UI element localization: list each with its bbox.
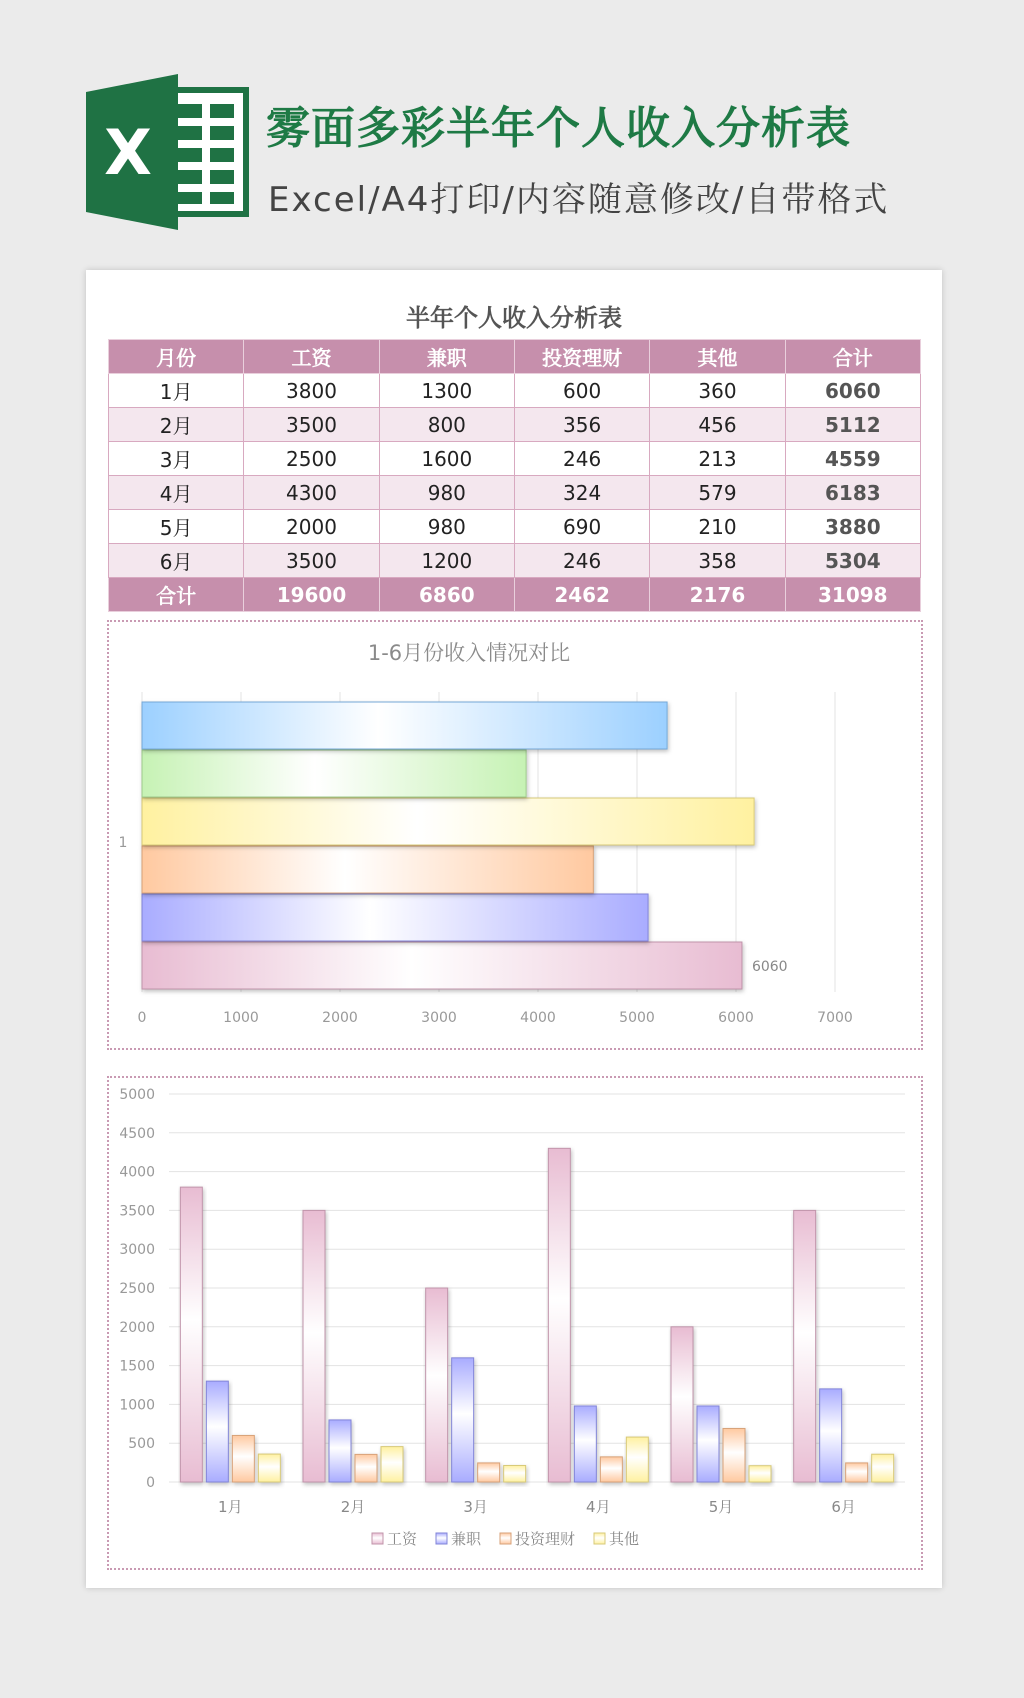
y-tick-label: 3000 [119,1242,155,1259]
x-tick-label: 2月 [340,1498,366,1516]
table-row [109,408,921,442]
column-兼职-6月 [820,1389,842,1482]
column-其他-5月 [749,1466,771,1482]
column-投资理财-5月 [723,1428,745,1482]
logo-letter: X [104,116,152,189]
x-tick-label: 5000 [619,1010,655,1026]
column-chart-svg [109,1078,921,1568]
x-tick-label: 2000 [322,1010,358,1026]
total-cell: 合计 [109,578,244,612]
table-total-row [109,578,921,612]
value-cell: 246 [514,442,649,476]
bar-5月 [142,750,526,797]
legend-label: 其他 [609,1530,640,1548]
value-cell: 3500 [244,408,379,442]
column-工资-4月 [548,1148,570,1482]
total-cell: 31098 [785,578,920,612]
column-header: 投资理财 [514,340,649,374]
legend-label: 工资 [387,1530,418,1548]
month-cell: 1月 [109,374,244,408]
bar-2月 [142,894,648,941]
column-其他-2月 [381,1447,403,1482]
column-兼职-2月 [329,1420,351,1482]
value-cell: 579 [650,476,785,510]
chart-title: 1-6月份收入情况对比 [367,641,571,665]
value-cell: 213 [650,442,785,476]
income-table [108,339,921,612]
value-cell: 358 [650,544,785,578]
value-cell: 2500 [244,442,379,476]
x-tick-label: 0 [137,1010,147,1026]
value-cell: 800 [379,408,514,442]
x-tick-label: 7000 [817,1010,853,1026]
column-工资-1月 [180,1187,202,1482]
month-cell: 2月 [109,408,244,442]
column-其他-3月 [504,1465,526,1482]
value-cell: 2000 [244,510,379,544]
column-兼职-3月 [452,1358,474,1482]
column-工资-2月 [303,1210,325,1482]
y-tick-label: 4000 [119,1164,155,1181]
total-cell: 6860 [379,578,514,612]
table-header-row [109,340,921,374]
x-tick-label: 3000 [421,1010,457,1026]
value-cell: 5304 [785,544,920,578]
value-cell: 356 [514,408,649,442]
x-tick-label: 5月 [708,1498,734,1516]
value-cell: 4559 [785,442,920,476]
column-投资理财-4月 [600,1457,622,1482]
column-header: 月份 [109,340,244,374]
value-cell: 6060 [785,374,920,408]
y-category-label: 1 [118,835,128,851]
value-cell: 246 [514,544,649,578]
column-header: 合计 [785,340,920,374]
column-工资-5月 [671,1327,693,1482]
month-cell: 4月 [109,476,244,510]
column-其他-1月 [258,1454,280,1482]
value-cell: 3800 [244,374,379,408]
x-tick-label: 1000 [223,1010,259,1026]
total-cell: 19600 [244,578,379,612]
column-投资理财-3月 [478,1463,500,1482]
month-cell: 3月 [109,442,244,476]
header [0,0,1024,250]
month-cell: 6月 [109,544,244,578]
column-兼职-5月 [697,1406,719,1482]
column-header: 其他 [650,340,785,374]
x-tick-label: 4000 [520,1010,556,1026]
legend-label: 投资理财 [515,1530,576,1548]
value-cell: 1300 [379,374,514,408]
column-header: 工资 [244,340,379,374]
legend-swatch [594,1533,605,1544]
page-title: 雾面多彩半年个人收入分析表 [266,103,851,154]
table-row [109,544,921,578]
column-工资-3月 [426,1288,448,1482]
data-label: 6060 [751,959,788,975]
excel-logo-icon [86,74,250,230]
value-cell: 5112 [785,408,920,442]
value-cell: 210 [650,510,785,544]
total-cell: 2176 [650,578,785,612]
y-tick-label: 1500 [119,1358,155,1375]
paper-sheet [86,270,942,1588]
y-tick-label: 2000 [119,1319,155,1336]
value-cell: 6183 [785,476,920,510]
column-chart [107,1076,923,1570]
x-tick-label: 1月 [218,1498,243,1516]
x-tick-label: 6月 [831,1498,856,1516]
column-投资理财-1月 [232,1435,254,1482]
horizontal-bar-chart [107,620,923,1050]
legend-swatch [500,1533,511,1544]
legend-label: 兼职 [451,1530,482,1548]
total-cell: 2462 [514,578,649,612]
legend-swatch [436,1533,447,1544]
table-row [109,442,921,476]
value-cell: 3500 [244,544,379,578]
x-tick-label: 6000 [718,1010,754,1026]
value-cell: 1200 [379,544,514,578]
value-cell: 690 [514,510,649,544]
y-tick-label: 2500 [119,1281,155,1297]
y-tick-label: 4500 [119,1125,155,1142]
table-row [109,510,921,544]
bar-1月 [142,942,742,989]
bar-6月 [142,702,667,749]
value-cell: 1600 [379,442,514,476]
y-tick-label: 3500 [119,1203,155,1220]
value-cell: 980 [379,510,514,544]
legend-swatch [372,1533,383,1544]
value-cell: 3880 [785,510,920,544]
value-cell: 324 [514,476,649,510]
month-cell: 5月 [109,510,244,544]
column-投资理财-2月 [355,1454,377,1482]
column-工资-6月 [794,1210,816,1482]
horizontal-bar-chart-svg [109,622,921,1048]
page-subtitle: Excel/A4打印/内容随意修改/自带格式 [268,180,890,220]
y-tick-label: 0 [146,1475,155,1491]
column-投资理财-6月 [846,1463,868,1482]
table-row [109,374,921,408]
column-兼职-4月 [574,1406,596,1482]
value-cell: 360 [650,374,785,408]
value-cell: 600 [514,374,649,408]
value-cell: 980 [379,476,514,510]
column-兼职-1月 [206,1381,228,1482]
x-tick-label: 4月 [586,1498,611,1516]
column-其他-4月 [626,1437,648,1482]
y-tick-label: 5000 [119,1087,155,1103]
column-header: 兼职 [379,340,514,374]
table-row [109,476,921,510]
bar-3月 [142,846,593,893]
y-tick-label: 500 [128,1436,155,1453]
y-tick-label: 1000 [119,1397,155,1414]
value-cell: 4300 [244,476,379,510]
bar-4月 [142,798,754,845]
column-其他-6月 [872,1454,894,1482]
table-title: 半年个人收入分析表 [406,304,622,332]
value-cell: 456 [650,408,785,442]
x-tick-label: 3月 [463,1498,488,1516]
